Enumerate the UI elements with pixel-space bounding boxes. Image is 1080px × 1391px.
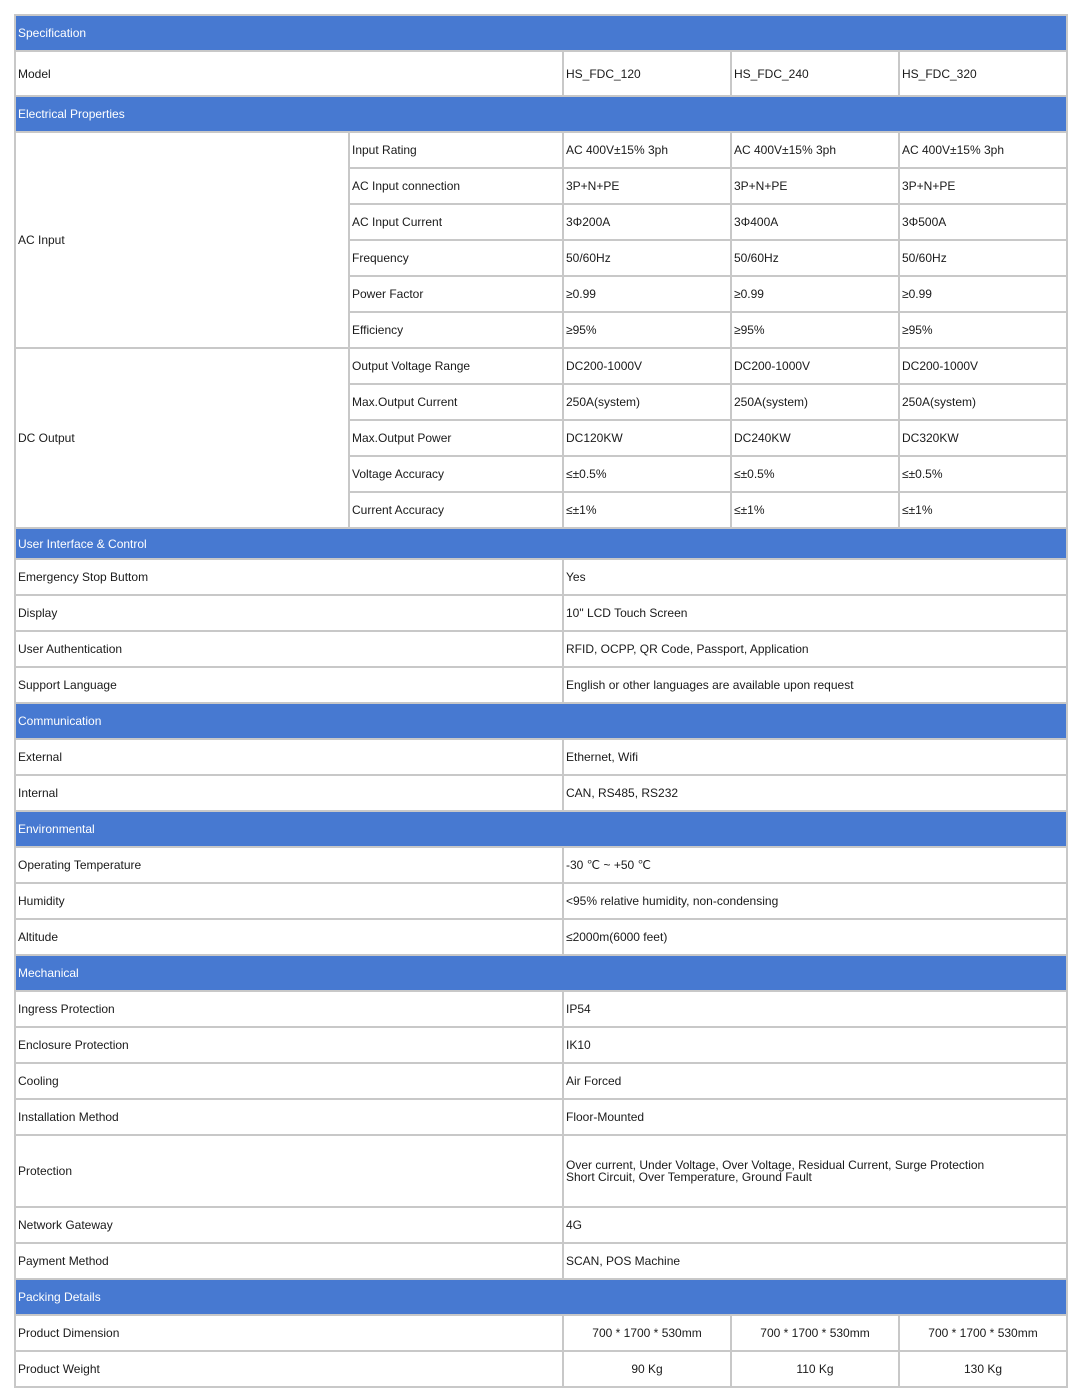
row-label: Altitude	[15, 919, 563, 955]
table-row	[15, 919, 1067, 955]
group-label-dc-output: DC Output	[15, 348, 349, 528]
section-header-communication	[15, 703, 1067, 739]
cell-value: 4G	[563, 1207, 1067, 1243]
cell-value: DC240KW	[731, 420, 899, 456]
group-label-ac-input: AC Input	[15, 132, 349, 348]
cell-value: ≥0.99	[731, 276, 899, 312]
table-row	[15, 1351, 1067, 1387]
row-label: Voltage Accuracy	[349, 456, 563, 492]
section-title: Environmental	[15, 811, 1067, 847]
cell-value: ≥95%	[731, 312, 899, 348]
row-label: Internal	[15, 775, 563, 811]
cell-value: ≤±1%	[563, 492, 731, 528]
cell-value: HS_FDC_120	[563, 51, 731, 96]
table-row	[15, 1207, 1067, 1243]
cell-value: AC 400V±15% 3ph	[563, 132, 731, 168]
cell-value: 700 * 1700 * 530mm	[563, 1315, 731, 1351]
cell-value: IK10	[563, 1027, 1067, 1063]
row-label: Current Accuracy	[349, 492, 563, 528]
table-row	[15, 667, 1067, 703]
cell-value: 110 Kg	[731, 1351, 899, 1387]
table-row	[15, 132, 1067, 168]
row-label: External	[15, 739, 563, 775]
section-title: Specification	[15, 15, 1067, 51]
cell-value: ≥0.99	[563, 276, 731, 312]
cell-value: ≤±1%	[731, 492, 899, 528]
cell-value: 50/60Hz	[899, 240, 1067, 276]
row-label: Max.Output Power	[349, 420, 563, 456]
cell-value: 10" LCD Touch Screen	[563, 595, 1067, 631]
row-label: Product Dimension	[15, 1315, 563, 1351]
cell-value: DC120KW	[563, 420, 731, 456]
row-label: Installation Method	[15, 1099, 563, 1135]
cell-value: AC 400V±15% 3ph	[731, 132, 899, 168]
table-row	[15, 1063, 1067, 1099]
section-header-environmental	[15, 811, 1067, 847]
row-label: Power Factor	[349, 276, 563, 312]
cell-value: 3P+N+PE	[899, 168, 1067, 204]
table-row	[15, 559, 1067, 595]
cell-value: 250A(system)	[899, 384, 1067, 420]
cell-value: DC320KW	[899, 420, 1067, 456]
table-row	[15, 1027, 1067, 1063]
cell-value: 700 * 1700 * 530mm	[899, 1315, 1067, 1351]
row-label: Enclosure Protection	[15, 1027, 563, 1063]
section-header-user-interface	[15, 528, 1067, 559]
row-label: Efficiency	[349, 312, 563, 348]
cell-value: DC200-1000V	[563, 348, 731, 384]
protection-line-1: Over current, Under Voltage, Over Voltage, Residual Current, Surge Protection	[566, 1158, 985, 1172]
table-row	[15, 1099, 1067, 1135]
cell-value: RFID, OCPP, QR Code, Passport, Application	[563, 631, 1067, 667]
cell-value: 50/60Hz	[731, 240, 899, 276]
row-label: Operating Temperature	[15, 847, 563, 883]
row-label: User Authentication	[15, 631, 563, 667]
cell-value: 90 Kg	[563, 1351, 731, 1387]
cell-value: ≤±1%	[899, 492, 1067, 528]
row-label: Model	[15, 51, 563, 96]
section-title: Packing Details	[15, 1279, 1067, 1315]
cell-value: ≤±0.5%	[731, 456, 899, 492]
cell-value: ≤±0.5%	[899, 456, 1067, 492]
cell-value: 130 Kg	[899, 1351, 1067, 1387]
cell-value: SCAN, POS Machine	[563, 1243, 1067, 1279]
cell-value: Ethernet, Wifi	[563, 739, 1067, 775]
section-header-specification	[15, 15, 1067, 51]
table-row	[15, 847, 1067, 883]
cell-value: ≥0.99	[899, 276, 1067, 312]
cell-value: 3P+N+PE	[731, 168, 899, 204]
table-row	[15, 883, 1067, 919]
row-label: Display	[15, 595, 563, 631]
table-row	[15, 1315, 1067, 1351]
cell-value: HS_FDC_320	[899, 51, 1067, 96]
row-label: Payment Method	[15, 1243, 563, 1279]
row-label: Input Rating	[349, 132, 563, 168]
cell-value: 700 * 1700 * 530mm	[731, 1315, 899, 1351]
cell-value: <95% relative humidity, non-condensing	[563, 883, 1067, 919]
section-title: Electrical Properties	[15, 96, 1067, 132]
row-label: Output Voltage Range	[349, 348, 563, 384]
section-title: Mechanical	[15, 955, 1067, 991]
cell-value: Yes	[563, 559, 1067, 595]
row-label: Max.Output Current	[349, 384, 563, 420]
row-label: Cooling	[15, 1063, 563, 1099]
row-label: Network Gateway	[15, 1207, 563, 1243]
row-label: Protection	[15, 1135, 563, 1207]
table-row	[15, 775, 1067, 811]
cell-value: ≥95%	[899, 312, 1067, 348]
table-row	[15, 595, 1067, 631]
row-label: AC Input connection	[349, 168, 563, 204]
table-row	[15, 991, 1067, 1027]
cell-value: Air Forced	[563, 1063, 1067, 1099]
row-label: Product Weight	[15, 1351, 563, 1387]
cell-value: Floor-Mounted	[563, 1099, 1067, 1135]
section-title: User Interface & Control	[15, 528, 1067, 559]
table-row	[15, 739, 1067, 775]
cell-value: 250A(system)	[563, 384, 731, 420]
table-row	[15, 1243, 1067, 1279]
row-label: Emergency Stop Buttom	[15, 559, 563, 595]
cell-value: 3P+N+PE	[563, 168, 731, 204]
cell-value: ≤±0.5%	[563, 456, 731, 492]
row-label: AC Input Current	[349, 204, 563, 240]
cell-value: -30 ℃ ~ +50 ℃	[563, 847, 1067, 883]
table-row	[15, 348, 1067, 384]
section-header-electrical	[15, 96, 1067, 132]
cell-value: AC 400V±15% 3ph	[899, 132, 1067, 168]
cell-value: English or other languages are available upon request	[563, 667, 1067, 703]
section-title: Communication	[15, 703, 1067, 739]
section-header-packing	[15, 1279, 1067, 1315]
cell-value-protection	[563, 1135, 1067, 1207]
cell-value: DC200-1000V	[899, 348, 1067, 384]
table-row-protection	[15, 1135, 1067, 1207]
section-header-mechanical	[15, 955, 1067, 991]
cell-value: CAN, RS485, RS232	[563, 775, 1067, 811]
cell-value: 3Φ500A	[899, 204, 1067, 240]
cell-value: 250A(system)	[731, 384, 899, 420]
cell-value: IP54	[563, 991, 1067, 1027]
table-row	[15, 631, 1067, 667]
table-row-model	[15, 51, 1067, 96]
cell-value: 3Φ400A	[731, 204, 899, 240]
cell-value: 3Φ200A	[563, 204, 731, 240]
row-label: Ingress Protection	[15, 991, 563, 1027]
cell-value: HS_FDC_240	[731, 51, 899, 96]
protection-line-2: Short Circuit, Over Temperature, Ground Fault	[566, 1170, 812, 1184]
cell-value: DC200-1000V	[731, 348, 899, 384]
row-label: Support Language	[15, 667, 563, 703]
row-label: Frequency	[349, 240, 563, 276]
cell-value: ≤2000m(6000 feet)	[563, 919, 1067, 955]
specification-table	[14, 14, 1068, 1388]
cell-value: 50/60Hz	[563, 240, 731, 276]
row-label: Humidity	[15, 883, 563, 919]
cell-value: ≥95%	[563, 312, 731, 348]
